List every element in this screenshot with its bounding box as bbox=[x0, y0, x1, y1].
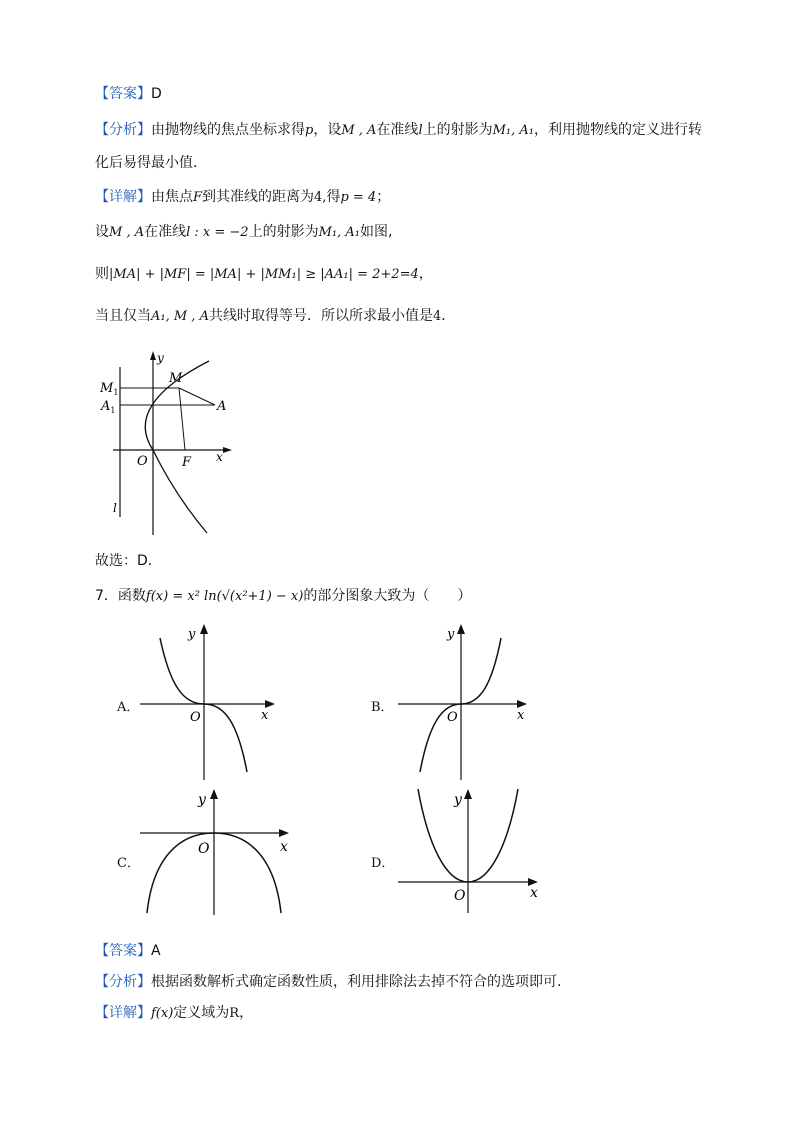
q7-answer-line bbox=[95, 941, 161, 961]
x-axis-arrow bbox=[223, 447, 232, 453]
y-axis-arrow bbox=[150, 351, 156, 360]
analysis-text: ，利用抛物线的定义进行转 bbox=[534, 122, 702, 138]
option-d-label[interactable]: D． bbox=[371, 856, 395, 871]
y-label: y bbox=[198, 792, 206, 808]
option-b-label[interactable]: B． bbox=[371, 700, 394, 715]
math-inequality: |MA| + |MF| = |MA| + |MM₁| ≥ |AA₁| = 2+2=4 bbox=[109, 267, 419, 282]
segment-MF bbox=[179, 388, 185, 450]
F-label: F bbox=[182, 455, 192, 470]
option-b-graph[interactable] bbox=[393, 620, 543, 780]
answer-value: D bbox=[151, 86, 162, 102]
q6-answer-line bbox=[95, 84, 162, 104]
q7-function: f(x) = x² ln(√(x²+1) − x) bbox=[145, 589, 304, 604]
analysis-text: 由抛物线的焦点坐标求得 bbox=[151, 122, 305, 138]
q7-detail-line bbox=[95, 1003, 253, 1024]
text: 设 bbox=[95, 224, 109, 240]
O-label: O bbox=[198, 841, 210, 857]
y-label: y bbox=[454, 792, 462, 808]
answer-tag: 【答案】 bbox=[95, 86, 151, 102]
q7-analysis-line bbox=[95, 972, 561, 992]
y-label: y bbox=[157, 351, 164, 365]
text: 上的射影为 bbox=[248, 224, 319, 240]
q7-tail: 的部分图象大致为（ ） bbox=[303, 588, 472, 604]
x-axis-arrow bbox=[265, 700, 275, 708]
segment-MA bbox=[179, 388, 215, 405]
analysis-text: 在准线 bbox=[376, 122, 419, 138]
math-fx: f(x) bbox=[151, 1006, 174, 1021]
detail-text: ； bbox=[376, 189, 391, 205]
y-axis-arrow bbox=[200, 624, 208, 634]
text: ， bbox=[418, 266, 433, 282]
answer-value: A bbox=[151, 943, 161, 959]
answer-tag: 【答案】 bbox=[95, 943, 151, 959]
detail-text: ， bbox=[239, 1005, 254, 1021]
math-F: F bbox=[193, 190, 203, 205]
analysis-text: 根据函数解析式确定函数性质，利用排除法去掉不符合的选项即可. bbox=[151, 974, 562, 990]
M-label: M bbox=[169, 371, 183, 386]
A-label: A bbox=[217, 399, 227, 414]
y-label: y bbox=[447, 627, 455, 642]
option-c-graph[interactable] bbox=[135, 785, 295, 915]
q6-analysis-cont: 化后易得最小值． bbox=[95, 155, 207, 171]
q6-line3 bbox=[95, 264, 433, 285]
x-label: x bbox=[280, 839, 288, 855]
detail-text: 定义域为 bbox=[173, 1005, 230, 1021]
math-projections: M₁, A₁ bbox=[318, 225, 360, 240]
math-p-eq: p = 4 bbox=[340, 190, 377, 205]
text: ． bbox=[441, 308, 456, 324]
option-a-label[interactable]: A． bbox=[117, 700, 140, 715]
math-projections: M₁, A₁ bbox=[492, 123, 534, 138]
detail-text: 得 bbox=[326, 189, 341, 205]
text: 当且仅当 bbox=[95, 308, 151, 324]
y-axis-arrow bbox=[210, 789, 218, 799]
detail-text: 由焦点 bbox=[151, 189, 193, 205]
y-label: y bbox=[188, 627, 196, 642]
q6-choose: 故选：D． bbox=[95, 553, 162, 569]
text: 如图, bbox=[359, 224, 393, 240]
O-label: O bbox=[137, 454, 148, 469]
q6-line4 bbox=[95, 306, 455, 327]
M1-label: $M_1$ bbox=[100, 381, 119, 397]
text: 共线时取得等号．所以所求最小值是 bbox=[208, 308, 433, 324]
math-p: p bbox=[305, 123, 314, 138]
analysis-text: ，设 bbox=[313, 122, 342, 138]
math-directrix: l : x = −2 bbox=[186, 225, 249, 240]
text: 在准线 bbox=[144, 224, 187, 240]
option-a-graph[interactable] bbox=[135, 620, 285, 780]
x-label: x bbox=[261, 708, 269, 723]
math-collinear: A₁, M , A bbox=[151, 309, 209, 324]
x-label: x bbox=[530, 885, 538, 901]
q6-analysis-line bbox=[95, 120, 702, 141]
A1-label: $A_1$ bbox=[101, 399, 116, 415]
math-points: M , A bbox=[341, 123, 377, 138]
parabola-curve bbox=[145, 361, 209, 533]
analysis-tag: 【分析】 bbox=[95, 974, 151, 990]
x-label: x bbox=[216, 450, 223, 464]
math-4: 4, bbox=[314, 190, 327, 205]
O-label: O bbox=[190, 710, 201, 725]
q6-detail-line bbox=[95, 187, 390, 208]
analysis-text: 上的射影为 bbox=[422, 122, 493, 138]
y-axis-arrow bbox=[457, 624, 465, 634]
parabola-figure bbox=[95, 345, 245, 540]
option-c-label[interactable]: C． bbox=[117, 856, 140, 871]
math-l: l bbox=[418, 123, 423, 138]
x-axis-arrow bbox=[517, 700, 527, 708]
option-d-graph[interactable] bbox=[396, 785, 546, 915]
x-label: x bbox=[517, 708, 525, 723]
text: 则 bbox=[95, 266, 109, 282]
q7-number: 7．函数 bbox=[95, 588, 146, 604]
y-axis-arrow bbox=[464, 789, 472, 799]
math-min: 4 bbox=[432, 309, 442, 324]
detail-tag: 【详解】 bbox=[95, 189, 151, 205]
detail-text: 到其准线的距离为 bbox=[202, 189, 315, 205]
q6-line2 bbox=[95, 222, 392, 243]
O-label: O bbox=[454, 888, 466, 904]
O-label: O bbox=[447, 710, 458, 725]
math-points: M , A bbox=[109, 225, 145, 240]
analysis-tag: 【分析】 bbox=[95, 122, 151, 138]
q7-question-line bbox=[95, 586, 471, 607]
math-R: R bbox=[229, 1006, 240, 1021]
l-label: l bbox=[113, 501, 117, 515]
x-axis-arrow bbox=[279, 829, 289, 837]
detail-tag: 【详解】 bbox=[95, 1005, 151, 1021]
